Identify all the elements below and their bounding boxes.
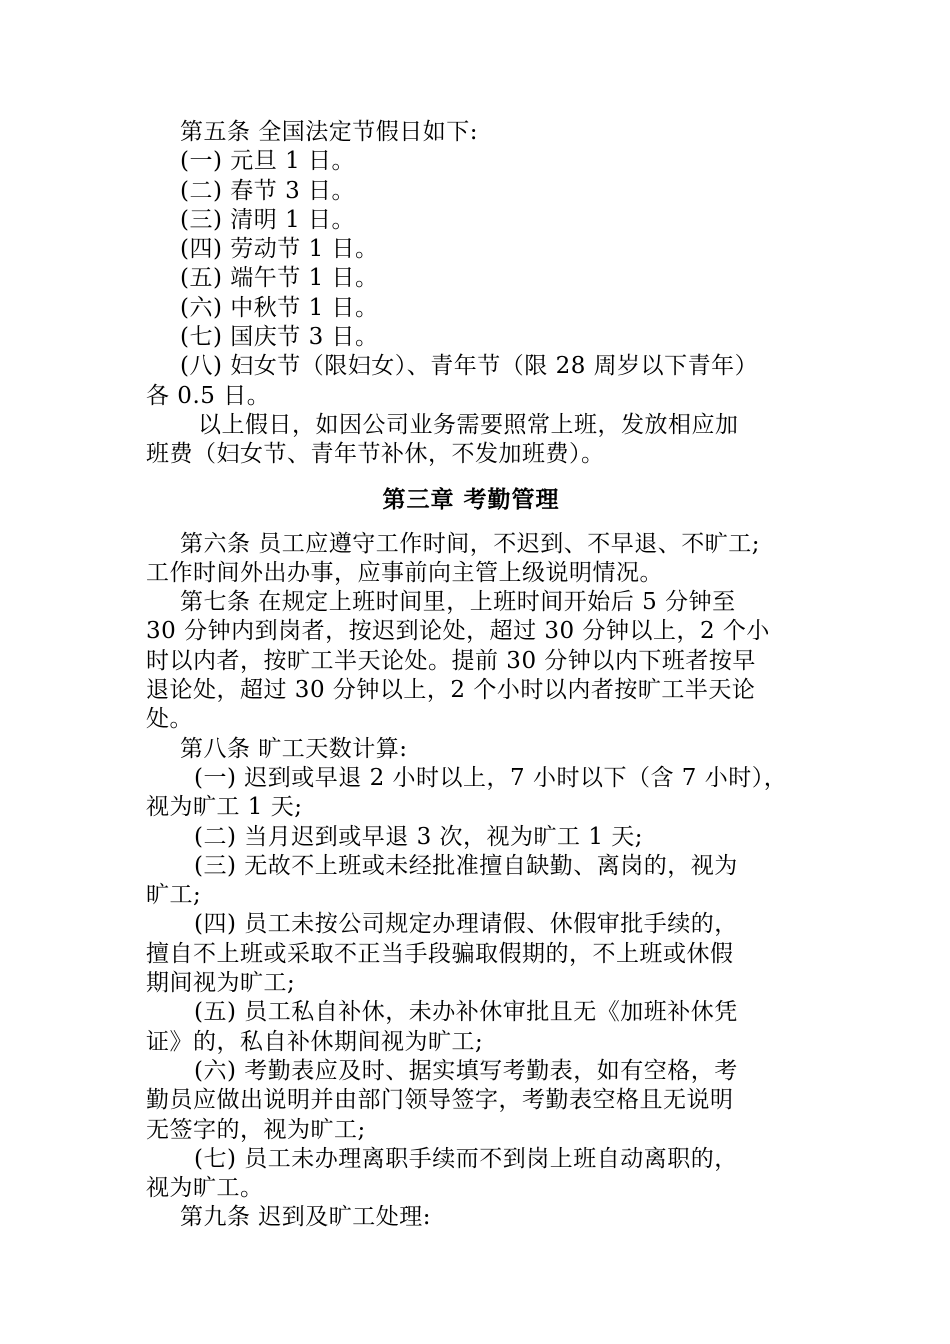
list-item: (一) 元旦 1 日。 xyxy=(180,148,356,175)
article6-line: 第六条 员工应遵守工作时间，不迟到、不早退、不旷工; xyxy=(180,530,761,557)
article8-heading: 第八条 旷工天数计算: xyxy=(180,735,408,762)
list-item-continuation: 期间视为旷工; xyxy=(146,970,296,997)
list-item: (七) 员工未办理离职手续而不到岗上班自动离职的， xyxy=(194,1145,738,1172)
list-item: (八) 妇女节（限妇女）、青年节（限 28 周岁以下青年） xyxy=(180,353,759,380)
paragraph-line: 以上假日，如因公司业务需要照常上班，发放相应加 xyxy=(198,411,739,438)
article9-heading: 第九条 迟到及旷工处理: xyxy=(180,1204,432,1231)
list-item-continuation: 视为旷工 1 天; xyxy=(146,794,303,821)
list-item: (三) 无故不上班或未经批准擅自缺勤、离岗的，视为 xyxy=(194,852,738,879)
list-item-continuation: 证》的，私自补休期间视为旷工; xyxy=(146,1028,484,1055)
article6-line: 工作时间外出办事，应事前向主管上级说明情况。 xyxy=(146,559,663,586)
list-item-continuation: 擅自不上班或采取不正当手段骗取假期的，不上班或休假 xyxy=(146,940,734,967)
list-item-continuation: 各 0.5 日。 xyxy=(146,382,271,409)
article5-heading: 第五条 全国法定节假日如下: xyxy=(180,119,479,145)
list-item: (二) 当月迟到或早退 3 次，视为旷工 1 天; xyxy=(194,823,644,850)
list-item: (四) 员工未按公司规定办理请假、休假审批手续的， xyxy=(194,911,738,938)
list-item: (七) 国庆节 3 日。 xyxy=(180,324,379,351)
list-item-continuation: 勤员应做出说明并由部门领导签字，考勤表空格且无说明 xyxy=(146,1087,734,1114)
list-item-continuation: 视为旷工。 xyxy=(146,1175,264,1202)
list-item: (六) 考勤表应及时、据实填写考勤表，如有空格，考 xyxy=(194,1057,738,1084)
article7-line: 30 分钟内到岗者，按迟到论处，超过 30 分钟以上，2 个小 xyxy=(146,618,770,645)
paragraph-line: 班费（妇女节、青年节补休，不发加班费）。 xyxy=(146,441,605,468)
list-item: (五) 员工私自补休，未办补休审批且无《加班补休凭 xyxy=(194,999,738,1026)
list-item-continuation: 旷工; xyxy=(146,882,202,909)
article7-line: 处。 xyxy=(146,706,193,733)
article7-line: 时以内者，按旷工半天论处。提前 30 分钟以内下班者按早 xyxy=(146,647,756,674)
list-item: (四) 劳动节 1 日。 xyxy=(180,236,379,263)
list-item-continuation: 无签字的，视为旷工; xyxy=(146,1116,366,1143)
article7-line: 退论处，超过 30 分钟以上，2 个小时以内者按旷工半天论 xyxy=(146,677,756,704)
chapter-title: 第三章 考勤管理 xyxy=(382,486,560,513)
list-item: (六) 中秋节 1 日。 xyxy=(180,294,379,321)
article7-line: 第七条 在规定上班时间里，上班时间开始后 5 分钟至 xyxy=(180,589,736,616)
list-item: (五) 端午节 1 日。 xyxy=(180,265,379,292)
document-page xyxy=(146,118,806,1233)
list-item: (二) 春节 3 日。 xyxy=(180,177,356,204)
list-item: (三) 清明 1 日。 xyxy=(180,206,356,233)
list-item: (一) 迟到或早退 2 小时以上，7 小时以下（含 7 小时）， xyxy=(194,764,788,791)
